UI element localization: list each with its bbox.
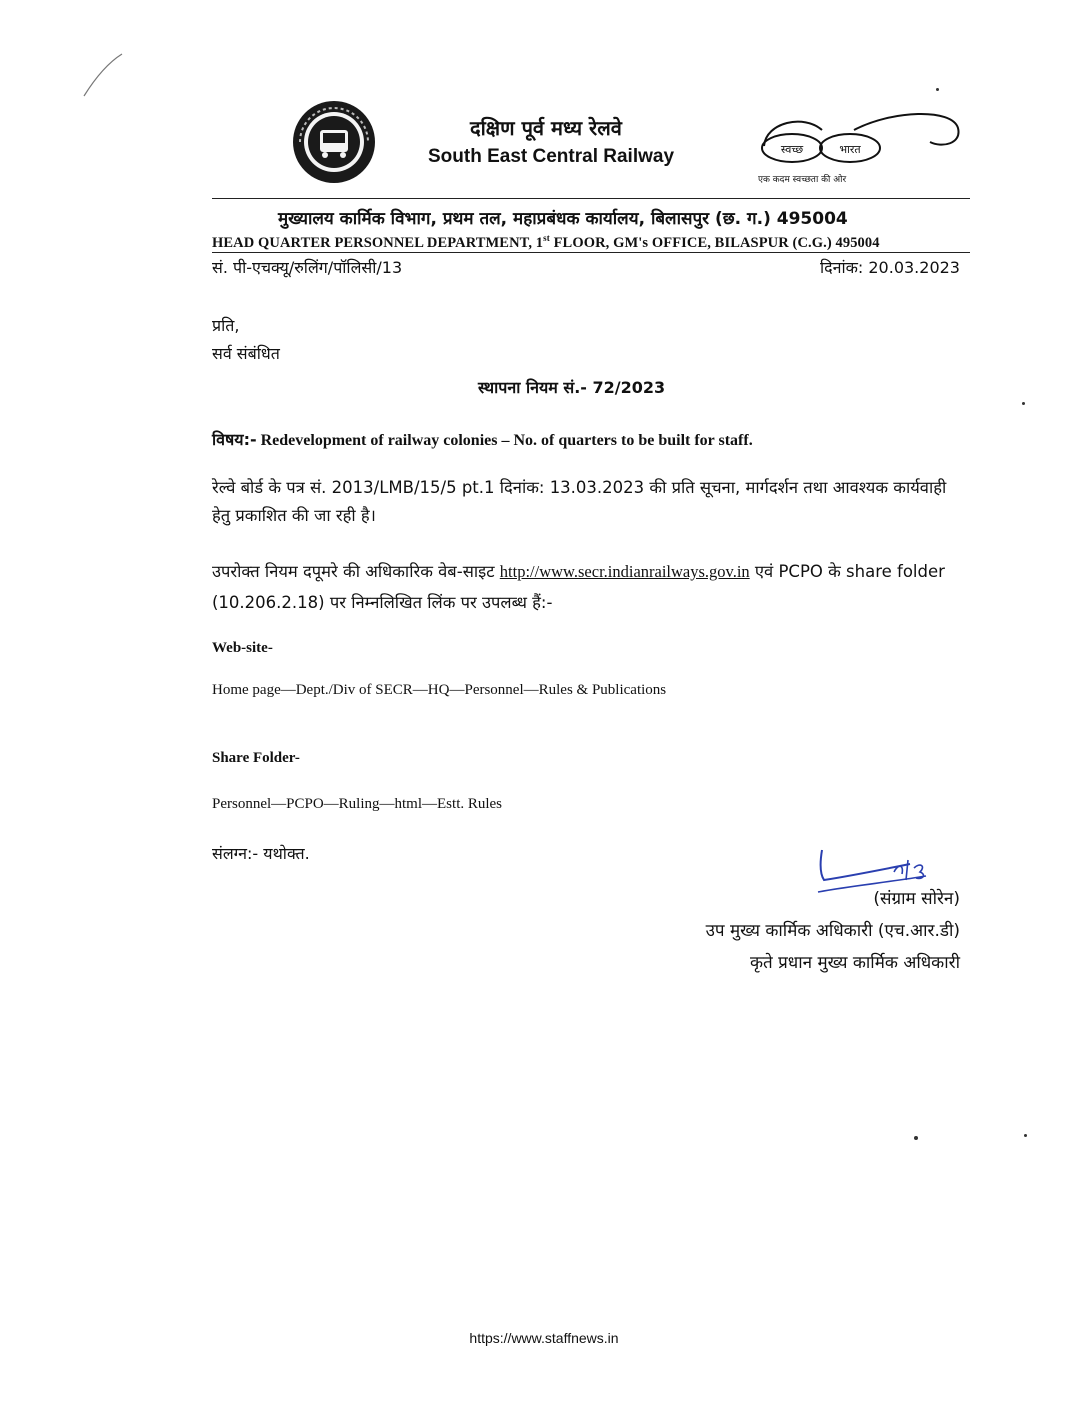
swachh-tagline: एक कदम स्वच्छता की ओर — [758, 175, 847, 185]
website-heading: Web-site- — [212, 640, 273, 656]
para2-text-start: उपरोक्त नियम दपूमरे की अधिकारिक वेब-साइट — [212, 562, 500, 581]
body-paragraph-1: रेल्वे बोर्ड के पत्र सं. 2013/LMB/15/5 pt.1 दिनांक: 13.03.2023 की प्रति सूचना, मार्गदर्शन तथा आवश्यक कार्यवाही हेतु प्रकाशित की जा रही है। — [212, 478, 947, 525]
share-folder-heading: Share Folder- — [212, 750, 300, 766]
subject-label: विषय:- — [212, 430, 257, 449]
header-divider — [212, 198, 970, 199]
office-address-english-part1: HEAD QUARTER PERSONNEL DEPARTMENT, 1 — [212, 234, 544, 251]
indian-railways-logo — [292, 100, 376, 184]
signatory-designation: उप मुख्य कार्मिक अधिकारी (एच.आर.डी) — [705, 921, 960, 941]
addressee-recipients: सर्व संबंधित — [212, 344, 280, 363]
scan-speck — [914, 1136, 918, 1140]
address-underline — [212, 252, 970, 253]
org-name-hindi: दक्षिण पूर्व मध्य रेलवे — [470, 116, 622, 140]
enclosure-note: संलग्न:- यथोक्त. — [212, 844, 310, 863]
subject-text: Redevelopment of railway colonies – No. of quarters to be built for staff. — [256, 432, 753, 449]
swachh-bharat-logo — [752, 108, 968, 188]
office-address-english-sup: st — [543, 233, 550, 243]
addressee-to: प्रति, — [212, 316, 240, 335]
swachh-word: स्वच्छ — [780, 143, 804, 156]
org-name-english: South East Central Railway — [428, 146, 675, 167]
website-path: Home page—Dept./Div of SECR—HQ—Personnel—Rules & Publications — [212, 682, 667, 698]
para2-text-end: एवं PCPO के share folder (10.206.2.18) पर निम्नलिखित लिंक पर उपलब्ध हैं:- — [212, 562, 945, 612]
subject-line — [212, 428, 753, 450]
scan-speck — [936, 88, 939, 91]
bharat-word: भारत — [839, 143, 861, 156]
scan-mark — [80, 50, 126, 100]
rule-title: स्थापना नियम सं.- 72/2023 — [478, 378, 666, 397]
body-paragraph-2 — [212, 556, 968, 618]
signatory-name: (संग्राम सोरेन) — [873, 889, 960, 909]
office-address-english — [212, 233, 880, 252]
letter-date: दिनांक: 20.03.2023 — [819, 258, 960, 277]
secr-website-link[interactable]: http://www.secr.indianrailways.gov.in — [499, 562, 750, 581]
office-address-english-part2: FLOOR, GM's OFFICE, BILASPUR (C.G.) 495004 — [549, 234, 880, 251]
footer-url: https://www.staffnews.in — [469, 1330, 619, 1346]
office-address-hindi: मुख्यालय कार्मिक विभाग, प्रथम तल, महाप्रबंधक कार्यालय, बिलासपुर (छ. ग.) 495004 — [278, 209, 848, 229]
scan-speck — [1024, 1134, 1027, 1137]
signatory-on-behalf: कृते प्रधान मुख्य कार्मिक अधिकारी — [749, 953, 960, 973]
reference-number: सं. पी-एचक्यू/रुलिंग/पॉलिसी/13 — [212, 258, 403, 277]
share-folder-path: Personnel—PCPO—Ruling—html—Estt. Rules — [212, 796, 503, 812]
scan-speck — [1022, 402, 1025, 405]
